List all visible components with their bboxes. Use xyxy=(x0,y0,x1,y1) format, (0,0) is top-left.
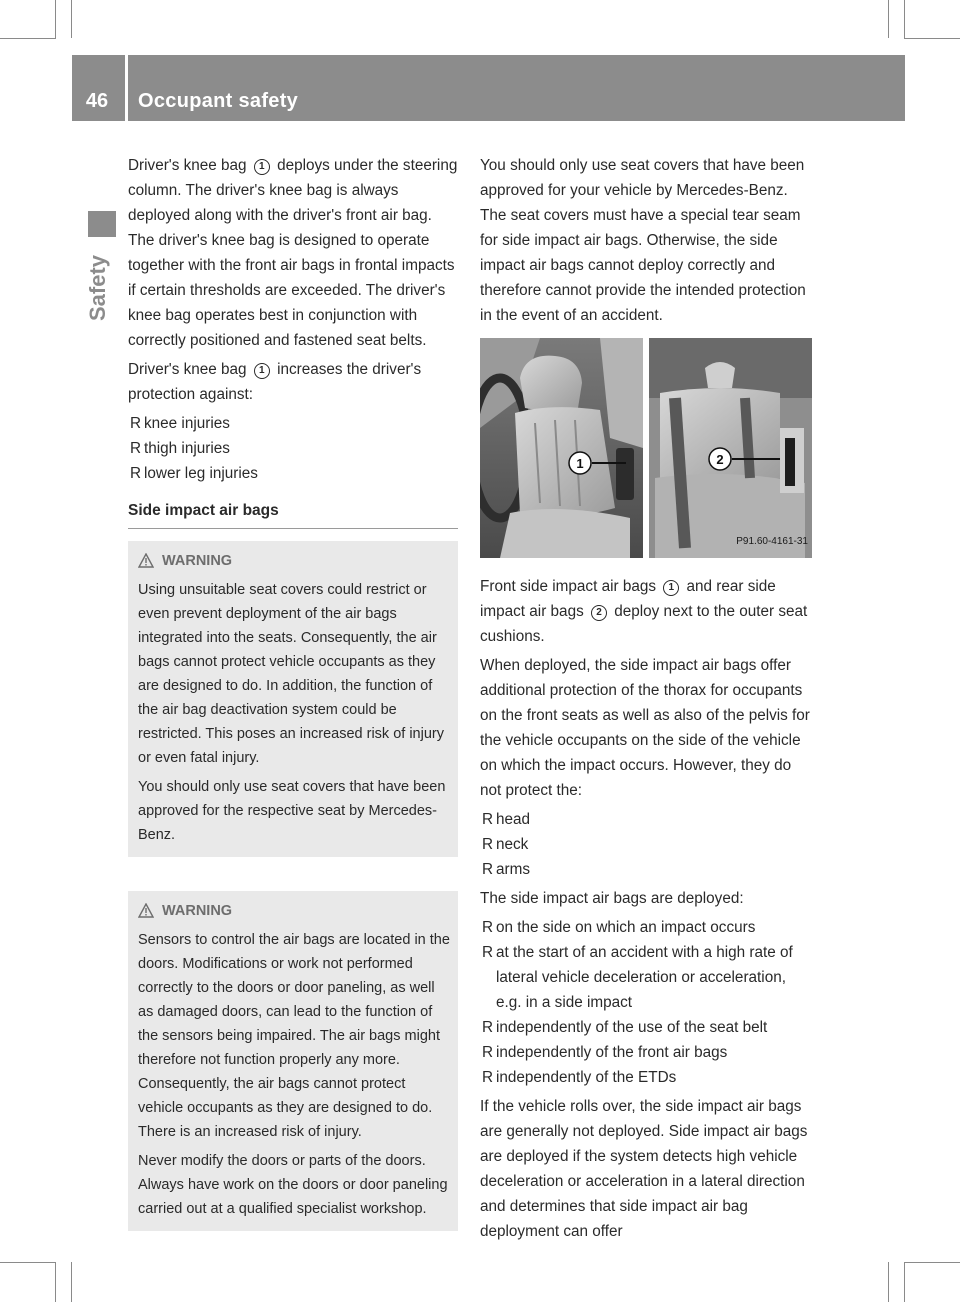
warning-text: Sensors to control the air bags are located in the doors. Modifications or work not performed correctly to the doors or door paneling, as well as damaged doors, can lead to the function of the sensors being impaired. The air bags might therefore not function properly any more. Consequently, the air bags cannot protect vehicle occupants as they are designed to do. There is an increased risk of injury. xyxy=(138,932,450,1140)
crop-mark xyxy=(55,0,56,38)
chapter-title: Occupant safety xyxy=(138,90,299,112)
header-separator xyxy=(125,55,128,121)
crop-mark xyxy=(904,38,960,39)
crop-mark xyxy=(71,0,72,38)
callout-1-icon: 1 xyxy=(663,580,679,596)
image-callout-2: 2 xyxy=(716,452,724,467)
warning-text: Using unsuitable seat covers could restrict or even prevent deployment of the air bags integrated into the seats. Consequently, the air bags cannot protect vehicle occupants as they are designed to do. In addition, the function of the air bag deactivation system could be restricted. This poses an increased risk of injury or even fatal injury. xyxy=(138,582,444,766)
crop-mark xyxy=(888,1262,889,1302)
warning-triangle-icon xyxy=(138,903,154,918)
section-heading: Side impact air bags xyxy=(128,498,458,529)
crop-mark xyxy=(0,1262,56,1263)
crop-mark xyxy=(904,0,905,38)
list-item: R on the side on which an impact occurs xyxy=(482,919,756,936)
warning-triangle-icon xyxy=(138,553,154,568)
section-tab-block xyxy=(88,211,116,237)
list-item: R knee injuries xyxy=(130,415,230,432)
list-item: R neck xyxy=(482,836,529,853)
crop-mark xyxy=(888,0,889,38)
warning-box-seat-covers xyxy=(128,541,458,857)
right-column xyxy=(480,153,812,1248)
seat-illustration xyxy=(480,338,812,558)
airbag-position-paragraph: Front side impact air bags 1 and rear side impact air bags 2 deploy next to the outer seat cushions. xyxy=(480,578,808,645)
crop-mark xyxy=(904,1262,905,1302)
list-item: R independently of the ETDs xyxy=(482,1069,677,1086)
callout-2-icon: 2 xyxy=(591,605,607,621)
not-protected-list xyxy=(480,807,812,882)
seat-cover-paragraph: You should only use seat covers that have been approved for your vehicle by Mercedes-Benz. The seat covers must have a special tear seam for side impact air bags. Otherwise, the side impact air bags cannot deploy correctly and therefore cannot provide the intended protection in the event of an accident. xyxy=(480,157,806,324)
deployment-list xyxy=(480,915,812,1090)
list-item: R thigh injuries xyxy=(130,440,230,457)
knee-bag-paragraph: Driver's knee bag 1 deploys under the steering column. The driver's knee bag is always deployed along with the driver's front air bag. The driver's knee bag is designed to operate together with the front air bags in frontal impacts if certain thresholds are exceeded. The driver's knee bag operates best in conjunction with correctly positioned and fastened seat belts. xyxy=(128,157,458,349)
protection-paragraph: When deployed, the side impact air bags offer additional protection of the thorax for occupants on the front seats as well as also of the pelvis for the vehicle occupants on the side of the vehicle on which the impact occurs. However, they do not protect the: xyxy=(480,657,810,799)
side-airbag-photo xyxy=(480,338,812,558)
section-tab-label: Safety xyxy=(85,254,110,322)
list-item: R independently of the use of the seat belt xyxy=(482,1019,768,1036)
image-code: P91.60-4161-31 xyxy=(736,536,808,547)
image-callout-1: 1 xyxy=(576,456,584,471)
warning-text: You should only use seat covers that have been approved for the respective seat by Mercedes-Benz. xyxy=(138,779,446,843)
callout-1-icon: 1 xyxy=(254,159,270,175)
list-item: R head xyxy=(482,811,531,828)
warning-text: Never modify the doors or parts of the doors. Always have work on the doors or door paneling carried out at a qualified specialist workshop. xyxy=(138,1153,448,1217)
warning-title: WARNING xyxy=(138,549,450,573)
deployment-intro: The side impact air bags are deployed: xyxy=(480,890,744,907)
page-number: 46 xyxy=(85,90,109,112)
list-item: R lower leg injuries xyxy=(130,465,258,482)
list-item: R at the start of an accident with a high rate of lateral vehicle deceleration or acceleration, e.g. in a side impact xyxy=(482,944,793,1011)
crop-mark xyxy=(904,1262,960,1263)
list-item: R arms xyxy=(482,861,530,878)
injury-list xyxy=(128,411,458,486)
warning-box-door-sensors xyxy=(128,891,458,1231)
crop-mark xyxy=(55,1262,56,1302)
list-item: R independently of the front air bags xyxy=(482,1044,728,1061)
knee-bag-protection-paragraph: Driver's knee bag 1 increases the driver's protection against: xyxy=(128,361,422,403)
crop-mark xyxy=(71,1262,72,1302)
rollover-paragraph: If the vehicle rolls over, the side impact air bags are generally not deployed. Side impact air bags are deployed if the system detects high vehicle deceleration or acceleration in a lateral direction and determines that side impact air bag deployment can offer xyxy=(480,1098,808,1240)
callout-1-icon: 1 xyxy=(254,363,270,379)
warning-title: WARNING xyxy=(138,899,450,923)
crop-mark xyxy=(0,38,56,39)
left-column xyxy=(128,153,458,1265)
